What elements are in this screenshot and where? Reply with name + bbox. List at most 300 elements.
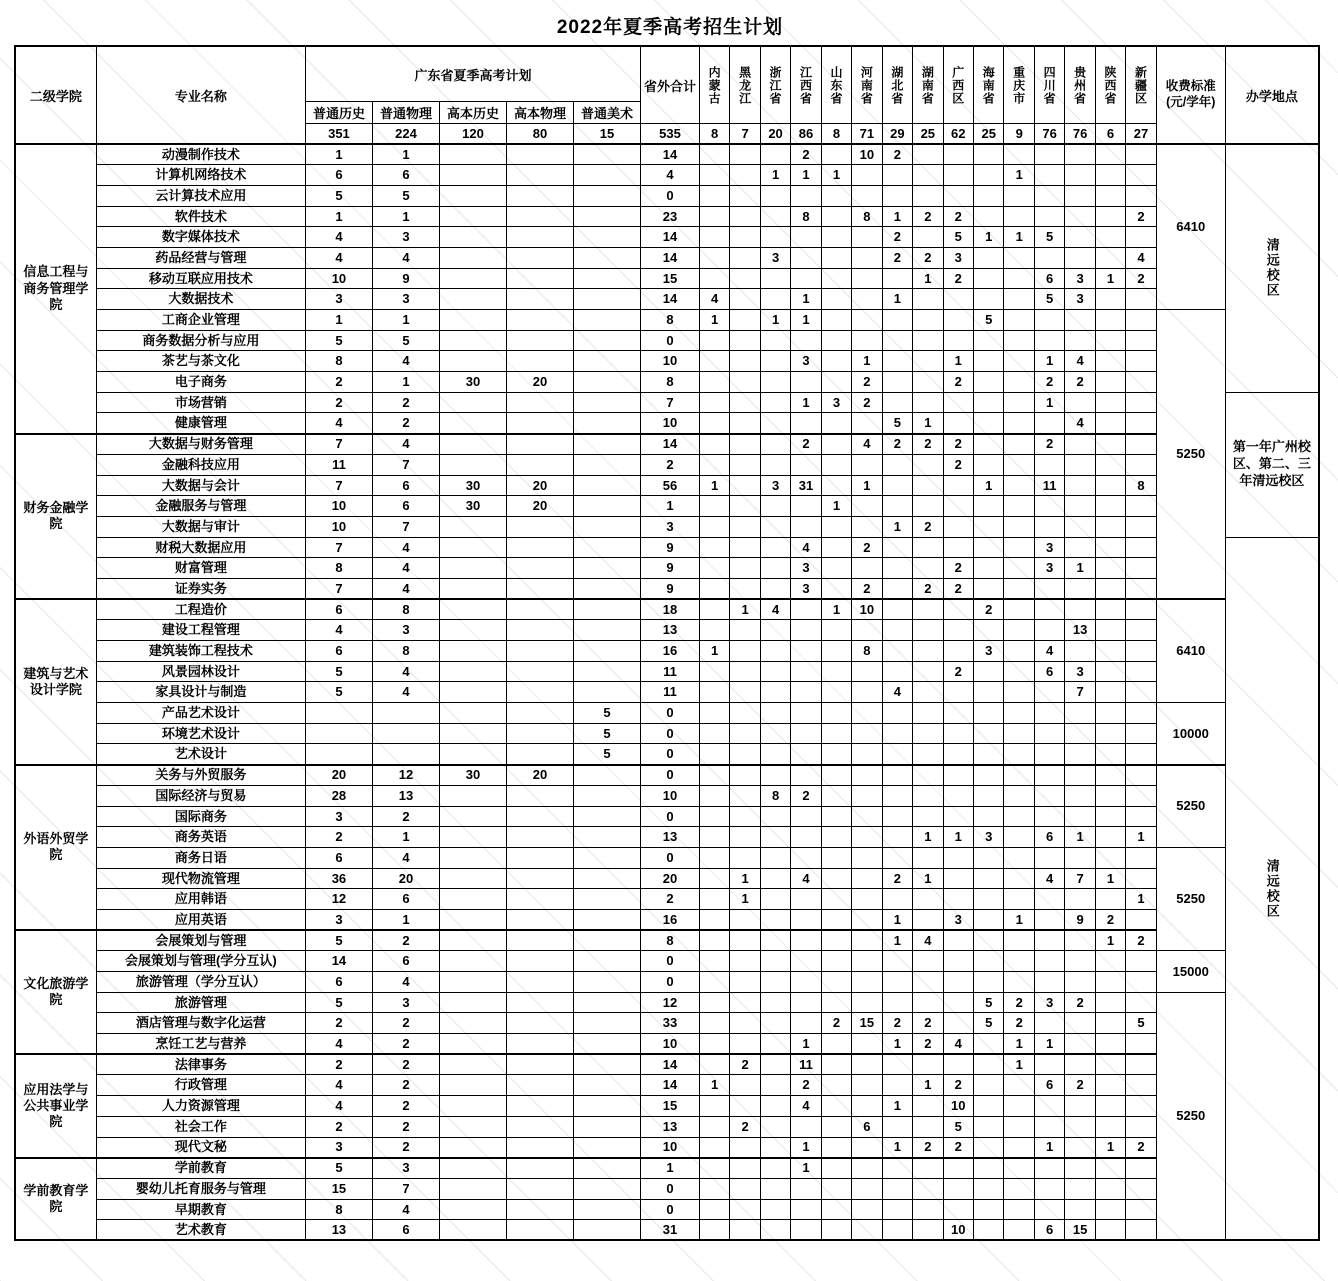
province-value-cell-13 (1095, 227, 1125, 248)
province-value-cell-10 (1004, 310, 1034, 331)
plan-value-cell-4 (574, 434, 641, 455)
province-value-cell-3 (791, 1013, 821, 1034)
province-value-cell-2 (760, 1199, 790, 1220)
col-header-province-5: 河南省 (852, 46, 882, 124)
outside-total-cell: 1 (641, 1158, 700, 1179)
province-value-cell-12: 13 (1065, 620, 1095, 641)
province-value-cell-12: 3 (1065, 661, 1095, 682)
major-cell: 财富管理 (96, 558, 305, 579)
province-value-cell-6 (882, 827, 912, 848)
plan-value-cell-3 (506, 537, 573, 558)
total-cell-12: 29 (882, 124, 912, 145)
plan-value-cell-1: 1 (372, 206, 439, 227)
province-value-cell-2 (760, 641, 790, 662)
province-value-cell-1 (730, 641, 760, 662)
plan-value-cell-2 (439, 247, 506, 268)
province-value-cell-4 (821, 889, 851, 910)
plan-value-cell-3 (506, 1178, 573, 1199)
province-value-cell-1 (730, 330, 760, 351)
province-value-cell-9 (974, 330, 1004, 351)
province-value-cell-2 (760, 620, 790, 641)
table-row (15, 1220, 1319, 1241)
major-cell: 旅游管理 (96, 992, 305, 1013)
province-value-cell-2 (760, 1013, 790, 1034)
total-cell-14: 62 (943, 124, 973, 145)
college-cell: 应用法学与公共事业学院 (15, 1054, 96, 1157)
plan-value-cell-4 (574, 392, 641, 413)
province-value-cell-12 (1065, 144, 1095, 165)
province-value-cell-13 (1095, 289, 1125, 310)
province-value-cell-6: 1 (882, 1137, 912, 1158)
province-value-cell-3 (791, 972, 821, 993)
province-value-cell-11: 1 (1034, 1137, 1064, 1158)
major-cell: 金融科技应用 (96, 454, 305, 475)
province-value-cell-4 (821, 992, 851, 1013)
province-value-cell-3: 3 (791, 558, 821, 579)
province-value-cell-8: 1 (943, 351, 973, 372)
plan-value-cell-0: 4 (305, 1034, 372, 1055)
province-value-cell-14 (1126, 454, 1156, 475)
outside-total-cell: 15 (641, 268, 700, 289)
province-value-cell-4 (821, 703, 851, 724)
province-value-cell-1 (730, 744, 760, 765)
plan-value-cell-3 (506, 703, 573, 724)
province-value-cell-1 (730, 765, 760, 786)
table-row (15, 185, 1319, 206)
province-value-cell-11 (1034, 1178, 1064, 1199)
table-row (15, 310, 1319, 331)
province-value-cell-0 (699, 1158, 729, 1179)
plan-value-cell-2 (439, 185, 506, 206)
province-value-cell-11 (1034, 496, 1064, 517)
major-cell: 法律事务 (96, 1054, 305, 1075)
province-value-cell-7: 2 (913, 206, 943, 227)
province-value-cell-2 (760, 1075, 790, 1096)
table-row (15, 206, 1319, 227)
plan-value-cell-1: 4 (372, 682, 439, 703)
province-value-cell-2 (760, 1158, 790, 1179)
outside-total-cell: 16 (641, 909, 700, 930)
plan-value-cell-3 (506, 558, 573, 579)
province-value-cell-13 (1095, 1158, 1125, 1179)
province-value-cell-13 (1095, 620, 1125, 641)
plan-value-cell-0: 5 (305, 661, 372, 682)
plan-value-cell-2 (439, 558, 506, 579)
province-value-cell-3: 3 (791, 578, 821, 599)
province-value-cell-12 (1065, 1116, 1095, 1137)
province-value-cell-1 (730, 703, 760, 724)
province-value-cell-8 (943, 703, 973, 724)
province-value-cell-3 (791, 268, 821, 289)
major-cell: 艺术教育 (96, 1220, 305, 1241)
plan-value-cell-1: 7 (372, 454, 439, 475)
table-row (15, 475, 1319, 496)
province-value-cell-12 (1065, 1178, 1095, 1199)
plan-value-cell-1: 6 (372, 165, 439, 186)
fee-cell: 5250 (1156, 847, 1225, 950)
table-row (15, 227, 1319, 248)
major-cell: 大数据与审计 (96, 516, 305, 537)
province-value-cell-2 (760, 454, 790, 475)
plan-value-cell-2 (439, 454, 506, 475)
plan-value-cell-4 (574, 1178, 641, 1199)
province-value-cell-2 (760, 206, 790, 227)
province-value-cell-2 (760, 558, 790, 579)
province-value-cell-5 (852, 682, 882, 703)
plan-value-cell-0: 5 (305, 330, 372, 351)
plan-value-cell-2 (439, 1034, 506, 1055)
province-value-cell-10 (1004, 847, 1034, 868)
plan-value-cell-4 (574, 806, 641, 827)
province-value-cell-12: 9 (1065, 909, 1095, 930)
province-value-cell-4 (821, 185, 851, 206)
plan-value-cell-2 (439, 1220, 506, 1241)
table-row (15, 372, 1319, 393)
plan-value-cell-4 (574, 185, 641, 206)
province-value-cell-10 (1004, 972, 1034, 993)
province-value-cell-5 (852, 268, 882, 289)
province-value-cell-7 (913, 496, 943, 517)
province-value-cell-0 (699, 744, 729, 765)
province-value-cell-3: 4 (791, 537, 821, 558)
province-value-cell-1 (730, 1220, 760, 1241)
province-value-cell-12 (1065, 247, 1095, 268)
province-value-cell-1 (730, 992, 760, 1013)
plan-value-cell-1: 9 (372, 268, 439, 289)
province-value-cell-5 (852, 185, 882, 206)
province-value-cell-6 (882, 1199, 912, 1220)
province-value-cell-7: 2 (913, 1034, 943, 1055)
outside-total-cell: 0 (641, 185, 700, 206)
province-value-cell-14: 2 (1126, 1137, 1156, 1158)
province-value-cell-2 (760, 992, 790, 1013)
plan-value-cell-0: 6 (305, 599, 372, 620)
plan-value-cell-3 (506, 578, 573, 599)
province-value-cell-12: 15 (1065, 1220, 1095, 1241)
major-cell: 家具设计与制造 (96, 682, 305, 703)
province-value-cell-9 (974, 1116, 1004, 1137)
plan-value-cell-4 (574, 268, 641, 289)
province-value-cell-7: 1 (913, 1075, 943, 1096)
province-value-cell-13 (1095, 1034, 1125, 1055)
province-value-cell-2 (760, 330, 790, 351)
province-value-cell-6 (882, 806, 912, 827)
province-value-cell-1: 2 (730, 1116, 760, 1137)
province-value-cell-6 (882, 537, 912, 558)
plan-value-cell-0: 36 (305, 868, 372, 889)
province-value-cell-7: 2 (913, 1137, 943, 1158)
province-value-cell-11: 1 (1034, 392, 1064, 413)
plan-value-cell-3 (506, 641, 573, 662)
table-row (15, 434, 1319, 455)
major-cell: 酒店管理与数字化运营 (96, 1013, 305, 1034)
province-value-cell-0 (699, 413, 729, 434)
province-value-cell-4 (821, 268, 851, 289)
col-header-province-7: 湖南省 (913, 46, 943, 124)
plan-value-cell-0: 6 (305, 165, 372, 186)
province-value-cell-9 (974, 144, 1004, 165)
province-value-cell-1 (730, 1034, 760, 1055)
province-value-cell-1 (730, 806, 760, 827)
province-value-cell-1 (730, 972, 760, 993)
province-value-cell-8: 5 (943, 227, 973, 248)
province-value-cell-1 (730, 1158, 760, 1179)
province-value-cell-4 (821, 475, 851, 496)
plan-value-cell-0: 3 (305, 909, 372, 930)
plan-value-cell-3 (506, 330, 573, 351)
province-value-cell-13 (1095, 434, 1125, 455)
province-value-cell-14 (1126, 806, 1156, 827)
province-value-cell-11: 1 (1034, 1034, 1064, 1055)
plan-value-cell-4 (574, 620, 641, 641)
table-row (15, 806, 1319, 827)
plan-value-cell-0: 6 (305, 641, 372, 662)
province-value-cell-11: 6 (1034, 827, 1064, 848)
col-header-plan-type-4: 普通美术 (574, 102, 641, 124)
province-value-cell-3: 1 (791, 1158, 821, 1179)
province-value-cell-0 (699, 765, 729, 786)
province-value-cell-13 (1095, 599, 1125, 620)
plan-value-cell-3 (506, 1158, 573, 1179)
province-value-cell-6: 1 (882, 930, 912, 951)
province-value-cell-8 (943, 185, 973, 206)
province-value-cell-12 (1065, 165, 1095, 186)
plan-value-cell-0: 7 (305, 578, 372, 599)
province-value-cell-8: 2 (943, 558, 973, 579)
plan-value-cell-1: 1 (372, 827, 439, 848)
plan-value-cell-1: 3 (372, 1158, 439, 1179)
province-value-cell-14 (1126, 392, 1156, 413)
province-value-cell-0 (699, 972, 729, 993)
province-value-cell-2 (760, 144, 790, 165)
province-value-cell-5: 8 (852, 206, 882, 227)
province-value-cell-5 (852, 785, 882, 806)
plan-value-cell-3 (506, 268, 573, 289)
outside-total-cell: 11 (641, 661, 700, 682)
plan-value-cell-2: 30 (439, 475, 506, 496)
plan-value-cell-4 (574, 827, 641, 848)
province-value-cell-4 (821, 413, 851, 434)
outside-total-cell: 0 (641, 744, 700, 765)
province-value-cell-14: 1 (1126, 827, 1156, 848)
province-value-cell-11: 4 (1034, 868, 1064, 889)
province-value-cell-2 (760, 578, 790, 599)
plan-value-cell-0: 5 (305, 992, 372, 1013)
plan-value-cell-0: 12 (305, 889, 372, 910)
province-value-cell-0: 4 (699, 289, 729, 310)
plan-value-cell-3 (506, 1075, 573, 1096)
province-value-cell-9 (974, 972, 1004, 993)
province-value-cell-9 (974, 847, 1004, 868)
table-row (15, 785, 1319, 806)
province-value-cell-8: 10 (943, 1096, 973, 1117)
plan-value-cell-1: 4 (372, 972, 439, 993)
table-row (15, 1199, 1319, 1220)
province-value-cell-12: 7 (1065, 868, 1095, 889)
province-value-cell-14 (1126, 909, 1156, 930)
province-value-cell-14 (1126, 972, 1156, 993)
plan-value-cell-1: 7 (372, 1178, 439, 1199)
province-value-cell-4 (821, 1220, 851, 1241)
province-value-cell-8 (943, 785, 973, 806)
province-value-cell-1 (730, 951, 760, 972)
province-value-cell-3: 1 (791, 1137, 821, 1158)
province-value-cell-14 (1126, 765, 1156, 786)
outside-total-cell: 1 (641, 496, 700, 517)
plan-value-cell-4 (574, 372, 641, 393)
province-value-cell-5 (852, 516, 882, 537)
outside-total-cell: 0 (641, 703, 700, 724)
province-value-cell-4 (821, 1178, 851, 1199)
major-cell: 金融服务与管理 (96, 496, 305, 517)
outside-total-cell: 8 (641, 372, 700, 393)
province-value-cell-10 (1004, 537, 1034, 558)
province-value-cell-11 (1034, 247, 1064, 268)
province-value-cell-14 (1126, 310, 1156, 331)
province-value-cell-9 (974, 951, 1004, 972)
province-value-cell-8 (943, 330, 973, 351)
province-value-cell-6: 1 (882, 1096, 912, 1117)
province-value-cell-14 (1126, 558, 1156, 579)
plan-value-cell-2 (439, 703, 506, 724)
total-cell-7: 7 (730, 124, 760, 145)
province-value-cell-0 (699, 1096, 729, 1117)
province-value-cell-10 (1004, 1075, 1034, 1096)
province-value-cell-8: 3 (943, 909, 973, 930)
province-value-cell-11 (1034, 599, 1064, 620)
province-value-cell-8 (943, 806, 973, 827)
province-value-cell-4: 1 (821, 496, 851, 517)
plan-value-cell-2 (439, 516, 506, 537)
province-value-cell-3 (791, 682, 821, 703)
province-value-cell-8: 2 (943, 206, 973, 227)
province-value-cell-7 (913, 723, 943, 744)
province-value-cell-10 (1004, 454, 1034, 475)
province-value-cell-4 (821, 578, 851, 599)
province-value-cell-3 (791, 930, 821, 951)
province-value-cell-7 (913, 1116, 943, 1137)
province-value-cell-3 (791, 1220, 821, 1241)
province-value-cell-5 (852, 1158, 882, 1179)
province-value-cell-14 (1126, 351, 1156, 372)
total-cell-18: 76 (1065, 124, 1095, 145)
plan-value-cell-4 (574, 165, 641, 186)
province-value-cell-9 (974, 558, 1004, 579)
province-value-cell-10 (1004, 930, 1034, 951)
table-row (15, 392, 1319, 413)
col-header-province-4: 山东省 (821, 46, 851, 124)
plan-value-cell-3: 20 (506, 475, 573, 496)
outside-total-cell: 3 (641, 516, 700, 537)
major-cell: 烹饪工艺与营养 (96, 1034, 305, 1055)
province-value-cell-8: 2 (943, 454, 973, 475)
province-value-cell-12 (1065, 434, 1095, 455)
province-value-cell-1 (730, 268, 760, 289)
plan-value-cell-1: 6 (372, 475, 439, 496)
outside-total-cell: 14 (641, 289, 700, 310)
province-value-cell-5 (852, 909, 882, 930)
province-value-cell-11: 6 (1034, 661, 1064, 682)
province-value-cell-5: 6 (852, 1116, 882, 1137)
province-value-cell-2: 1 (760, 165, 790, 186)
outside-total-cell: 0 (641, 723, 700, 744)
plan-value-cell-2 (439, 413, 506, 434)
province-value-cell-6: 4 (882, 682, 912, 703)
province-value-cell-0 (699, 1199, 729, 1220)
plan-value-cell-2 (439, 1013, 506, 1034)
province-value-cell-13 (1095, 1096, 1125, 1117)
plan-value-cell-1: 4 (372, 351, 439, 372)
major-cell: 人力资源管理 (96, 1096, 305, 1117)
province-value-cell-2: 3 (760, 247, 790, 268)
province-value-cell-13: 2 (1095, 909, 1125, 930)
province-value-cell-7 (913, 475, 943, 496)
outside-total-cell: 12 (641, 992, 700, 1013)
major-cell: 大数据与会计 (96, 475, 305, 496)
province-value-cell-8 (943, 144, 973, 165)
province-value-cell-12 (1065, 392, 1095, 413)
total-cell-3: 80 (506, 124, 573, 145)
province-value-cell-7 (913, 765, 943, 786)
plan-value-cell-4 (574, 1034, 641, 1055)
province-value-cell-11 (1034, 951, 1064, 972)
plan-value-cell-0 (305, 744, 372, 765)
province-value-cell-13 (1095, 330, 1125, 351)
province-value-cell-9 (974, 682, 1004, 703)
province-value-cell-9 (974, 1096, 1004, 1117)
province-value-cell-11 (1034, 206, 1064, 227)
province-value-cell-14: 8 (1126, 475, 1156, 496)
province-value-cell-3: 2 (791, 144, 821, 165)
plan-value-cell-2 (439, 620, 506, 641)
province-value-cell-5: 10 (852, 144, 882, 165)
plan-value-cell-4 (574, 765, 641, 786)
province-value-cell-0 (699, 1013, 729, 1034)
province-value-cell-4 (821, 785, 851, 806)
province-value-cell-9 (974, 785, 1004, 806)
province-value-cell-13 (1095, 475, 1125, 496)
province-value-cell-1 (730, 620, 760, 641)
plan-value-cell-2 (439, 330, 506, 351)
province-value-cell-11: 11 (1034, 475, 1064, 496)
province-value-cell-13 (1095, 1220, 1125, 1241)
total-cell-5: 535 (641, 124, 700, 145)
plan-value-cell-2 (439, 1075, 506, 1096)
province-value-cell-3: 3 (791, 351, 821, 372)
province-value-cell-7 (913, 909, 943, 930)
province-value-cell-8 (943, 289, 973, 310)
outside-total-cell: 0 (641, 951, 700, 972)
major-cell: 药品经营与管理 (96, 247, 305, 268)
major-cell: 产品艺术设计 (96, 703, 305, 724)
plan-value-cell-0: 1 (305, 144, 372, 165)
province-value-cell-6 (882, 351, 912, 372)
outside-total-cell: 14 (641, 1075, 700, 1096)
province-value-cell-14: 2 (1126, 206, 1156, 227)
plan-value-cell-0: 4 (305, 227, 372, 248)
province-value-cell-1 (730, 1075, 760, 1096)
province-value-cell-13 (1095, 496, 1125, 517)
table-row (15, 641, 1319, 662)
province-value-cell-4 (821, 1199, 851, 1220)
plan-value-cell-1: 2 (372, 806, 439, 827)
plan-value-cell-4: 5 (574, 703, 641, 724)
province-value-cell-6 (882, 558, 912, 579)
plan-value-cell-1: 2 (372, 1013, 439, 1034)
province-value-cell-12 (1065, 496, 1095, 517)
table-row (15, 972, 1319, 993)
plan-value-cell-1: 2 (372, 1075, 439, 1096)
